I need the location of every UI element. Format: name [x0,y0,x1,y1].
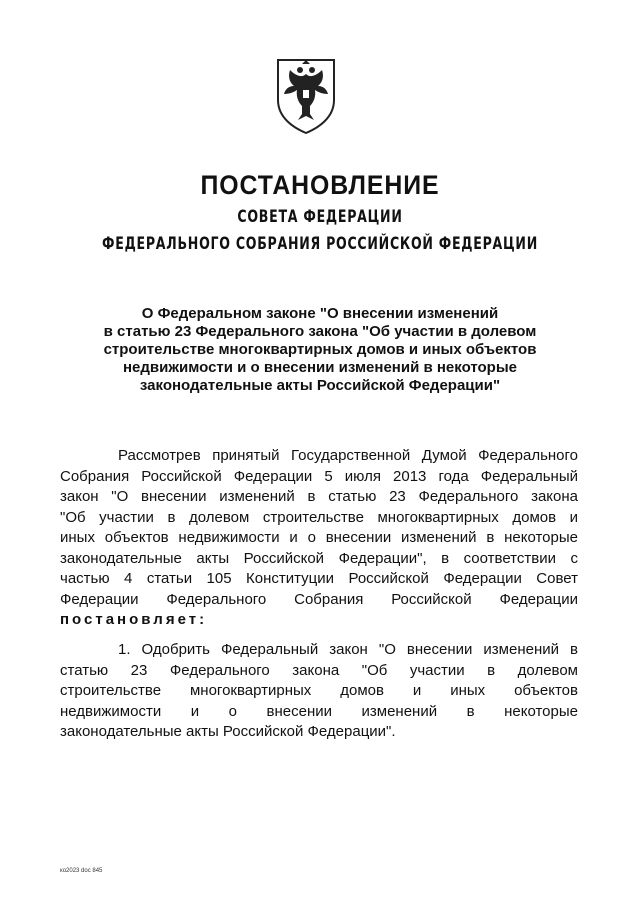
paragraph-line: иных объектов недвижимости и о внесении изменений в некоторые [60,529,578,546]
paragraph-line: статью 23 Федерального закона "Об участии в долевом [60,661,578,679]
paragraph-line: законодательные акты Российской Федерации", в соответствии с [60,549,578,567]
subject-line: в статью 23 Федерального закона "Об участии в долевом [103,323,537,340]
paragraph-line: частью 4 статьи 105 Конституции Российской Федерации Совет [60,570,578,587]
paragraph-line: "Об участии в долевом строительстве многоквартирных домов и [60,508,578,526]
document-subtitle-line2: ФЕДЕРАЛЬНОГО СОБРАНИЯ РОССИЙСКОЙ ФЕДЕРАЦИИ [102,234,538,254]
resolve-word: постановляет: [60,611,208,628]
paragraph-line: законодательные акты Российской Федерации". [60,723,396,740]
clause-1-paragraph [60,640,578,743]
paragraph-line: закон "О внесении изменений в статью 23 Федерального закона [60,488,578,505]
document-code: ко2023 doc 845 [60,868,103,874]
paragraph-line: строительстве многоквартирных домов и иных объектов [60,682,578,699]
paragraph-line: Рассмотрев принятый Государственной Думой Федерального [118,447,578,464]
document-title: ПОСТАНОВЛЕНИЕ [200,170,440,200]
paragraph-line: недвижимости и о внесении изменений в некоторые [60,702,578,720]
subject-line: О Федеральном законе "О внесении изменений [141,305,499,322]
subject-line: недвижимости и о внесении изменений в некоторые [123,359,517,376]
paragraph-line: Федерации Федерального Собрания Российской Федерации [60,590,578,608]
document-subtitle-line1: СОВЕТА ФЕДЕРАЦИИ [237,207,403,227]
subject-line: строительстве многоквартирных домов и иных объектов [103,341,537,358]
subject-line: законодательные акты Российской Федерации" [139,377,501,394]
coat-of-arms-icon [274,56,338,136]
paragraph-line: Собрания Российской Федерации 5 июля 2013 года Федеральный [60,467,578,485]
preamble-paragraph [60,446,578,631]
resolution-subject [60,305,580,395]
paragraph-line: 1. Одобрить Федеральный закон "О внесении изменений в [118,641,578,658]
